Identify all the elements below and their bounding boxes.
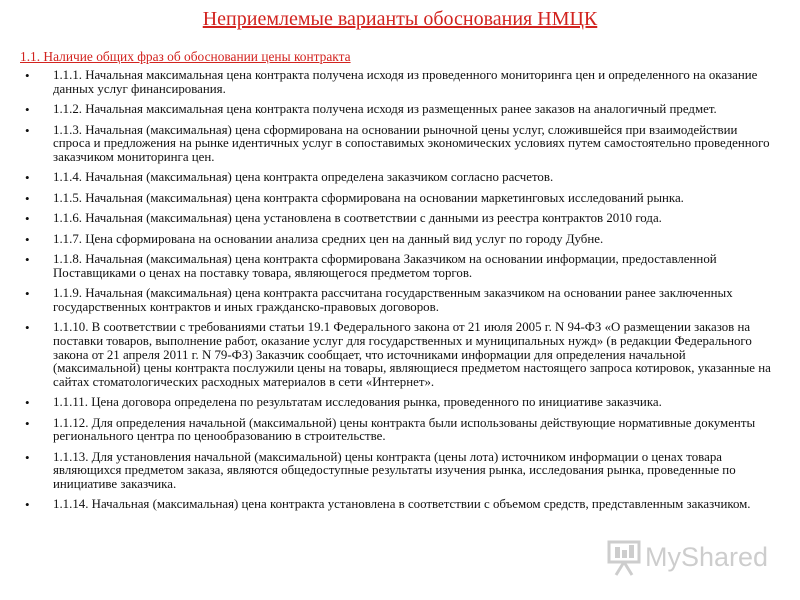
list-item	[0, 212, 800, 226]
list-item	[0, 171, 800, 185]
bullet-marker: •	[25, 231, 30, 247]
item-text: 1.1.9. Начальная (максимальная) цена контракта рассчитана государственным заказчиком на основании ранее заключенных государственных контрактов и иных гражданско-правовых договоров.	[53, 286, 733, 314]
item-text: 1.1.7. Цена сформирована на основании анализа средних цен на данный вид услуг по городу Дубне.	[53, 231, 604, 246]
item-text: 1.1.14. Начальная (максимальная) цена контракта установлена в соответствии с объемом средств, представленным заказчиком.	[53, 497, 751, 512]
bullet-marker: •	[25, 122, 30, 138]
bullet-marker: •	[25, 415, 30, 431]
item-text: 1.1.3. Начальная (максимальная) цена сформирована на основании рыночной цены услуг, сложившейся при взаимодействии спроса и предложения на рынке идентичных услуг в сопоставимых экономических условиях путем самостоятельно проведенного заказчиком мониторинга цен.	[53, 122, 770, 164]
page-title: Неприемлемые варианты обоснования НМЦК	[202, 8, 598, 30]
bullet-marker: •	[25, 190, 30, 206]
watermark	[607, 537, 767, 581]
list-item	[0, 253, 800, 280]
bullet-marker: •	[25, 395, 30, 411]
list-item	[0, 498, 800, 512]
list-item	[0, 124, 800, 165]
list-item	[0, 451, 800, 492]
item-text: 1.1.6. Начальная (максимальная) цена установлена в соответствии с данными из реестра контрактов 2010 года.	[53, 211, 662, 226]
item-text: 1.1.1. Начальная максимальная цена контракта получена исходя из проведенного мониторинга цен и определенного на оказание данных услуг финансирования.	[53, 68, 758, 96]
item-text: 1.1.5. Начальная (максимальная) цена контракта сформирована на основании маркетинговых исследований рынка.	[53, 190, 684, 205]
list-item	[0, 192, 800, 206]
section-subtitle: 1.1. Наличие общих фраз об обосновании цены контракта	[20, 49, 351, 64]
bullet-marker: •	[25, 211, 30, 227]
presentation-board-icon	[607, 539, 641, 577]
bullet-marker: •	[25, 102, 30, 118]
list-item	[0, 233, 800, 247]
watermark-text: MyShared	[645, 542, 769, 572]
item-list	[0, 69, 800, 519]
bullet-marker: •	[25, 286, 30, 302]
list-item	[0, 103, 800, 117]
bullet-marker: •	[25, 449, 30, 465]
list-item	[0, 396, 800, 410]
bullet-marker: •	[25, 170, 30, 186]
item-text: 1.1.10. В соответствии с требованиями статьи 19.1 Федерального закона от 21 июля 2005 г. N 94-ФЗ «О размещении заказов на поставки товаров, выполнение работ, оказание услуг для государственных и муниципальных нужд» (в редакции Федерального закона от 21 апреля 2011 г. N 79-ФЗ) Заказчик сообщает, что источниками информации для определения начальной (максимальной) цены контракта послужили цены на товары, являющиеся предметом настоящего запроса котировок, указанные на сайтах стоматологических расходных материалов в сети «Интернет».	[53, 320, 771, 389]
bullet-marker: •	[25, 68, 30, 83]
item-text: 1.1.4. Начальная (максимальная) цена контракта определена заказчиком согласно расчетов.	[53, 170, 554, 185]
list-item	[0, 69, 800, 96]
item-text: 1.1.8. Начальная (максимальная) цена контракта сформирована Заказчиком на основании информации, предоставленной Поставщиками о ценах на поставку товара, являющегося предметом торгов.	[53, 252, 717, 280]
item-text: 1.1.11. Цена договора определена по результатам исследования рынка, проведенного по инициативе заказчика.	[53, 395, 662, 410]
list-item	[0, 417, 800, 444]
item-text: 1.1.2. Начальная максимальная цена контракта получена исходя из размещенных ранее заказов на аналогичный предмет.	[53, 102, 717, 117]
bullet-marker: •	[25, 497, 30, 513]
list-item	[0, 321, 800, 389]
bullet-marker: •	[25, 320, 30, 336]
item-text: 1.1.13. Для установления начальной (максимальной) цены контракта (цены лота) источником информации о ценах товара являющихся предметом заказа, являются общедоступные результаты изучения рынка, исследования рынка, проведенные по инициативе заказчика.	[53, 449, 736, 491]
bullet-marker: •	[25, 252, 30, 268]
list-item	[0, 287, 800, 314]
item-text: 1.1.12. Для определения начальной (максимальной) цены контракта были использованы действующие нормативные документы регионального центра по ценообразованию в строительстве.	[53, 415, 756, 444]
